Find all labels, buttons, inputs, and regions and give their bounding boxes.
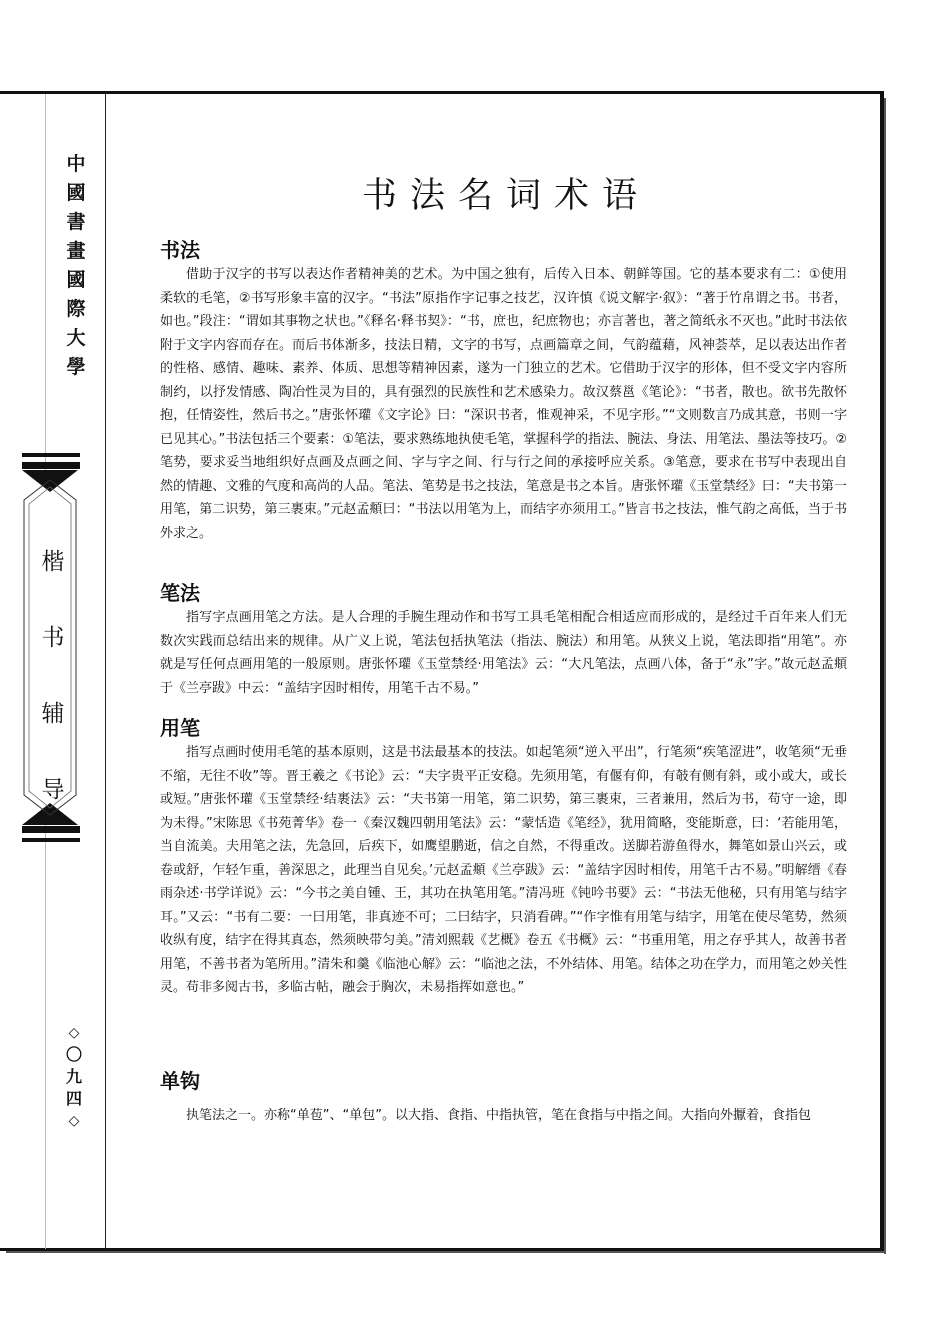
frame-shadow xyxy=(6,1251,886,1253)
subject-char: 导 xyxy=(41,777,65,803)
subject-char: 楷 xyxy=(41,549,65,575)
page-number-char: 〇 xyxy=(65,1045,82,1064)
panel-band xyxy=(22,462,80,469)
subject-title xyxy=(38,540,68,844)
school-name xyxy=(63,150,89,382)
diamond-icon: ◇ xyxy=(68,1113,80,1129)
school-char: 書 xyxy=(66,211,86,233)
paragraph: 指写字点画用笔之方法。是人合理的手腕生理动作和书写工具毛笔相配合相适应而形成的，是经过千百年来人们无数次实践而总结出来的规律。从广义上说，笔法包括执笔法（指法、腕法）和用笔。从狭义上说，笔法即指“用笔”。亦就是写任何点画用笔的一般原则。唐张怀瓘《玉堂禁经·用笔法》云：“大凡笔法，点画八体，备于“永”字。”故元赵孟頫于《兰亭跋》中云：“盖结字因时相传，用笔千古不易。” xyxy=(160,610,847,696)
panel-band xyxy=(22,453,80,457)
school-char: 國 xyxy=(66,182,86,204)
school-char: 畫 xyxy=(66,240,86,262)
frame-top-border xyxy=(0,91,884,94)
frame-shadow xyxy=(884,98,886,1254)
section-body xyxy=(160,263,847,545)
section-heading: 单钩 xyxy=(160,1069,200,1093)
section-heading: 用笔 xyxy=(160,716,200,740)
page-number-char: 四 xyxy=(65,1089,82,1108)
sidebar-divider xyxy=(105,94,106,1249)
section-body xyxy=(160,1104,847,1128)
section-heading: 书法 xyxy=(160,238,200,262)
school-char: 學 xyxy=(66,356,86,378)
paragraph: 借助于汉字的书写以表达作者精神美的艺术。为中国之独有，后传入日本、朝鲜等国。它的基本要求有二：①使用柔软的毛笔，②书写形象丰富的汉字。“书法”原指作字记事之技艺，汉许慎《说文解字·叙》：“著于竹帛谓之书。书者，如也。”段注：“谓如其事物之状也。”《释名·释书契》：“书，庶也，纪庶物也；亦言著也，著之简纸永不灭也。”此时书法依附于文字内容而存在。而后书体渐多，技法日精，文字的书写，点画篇章之间，气韵蕴藉，风神荟萃，足以表达出作者的性格、感情、趣味、素养、体质、思想等精神因素，遂为一门独立的艺术。它借助于汉字的形体，但不受文字内容所制约，以抒发情感、陶冶性灵为目的，具有强烈的民族性和艺术感染力。故汉蔡邕《笔论》：“书者，散也。欲书先散怀抱，任情姿性，然后书之。”唐张怀瓘《文字论》曰：“深识书者，惟观神采，不见字形。”“文则数言乃成其意，书则一字已见其心。”书法包括三个要素：①笔法，要求熟练地执使毛笔，掌握科学的指法、腕法、身法、用笔法、墨法等技巧。②笔势，要求妥当地组织好点画及点画之间、字与字之间、行与行之间的承接呼应关系。③笔意，要求在书写中表现出自然的情趣、文雅的气度和高尚的人品。笔法、笔势是书之技法，笔意是书之本旨。唐张怀瓘《玉堂禁经》曰：“夫书第一用笔，第二识势，第三裹束。”元赵孟頫曰：“书法以用笔为上，而结字亦须用工。”皆言书之技法，惟气韵之高低，当于书外求之。 xyxy=(160,267,847,541)
paragraph: 指写点画时使用毛笔的基本原则，这是书法最基本的技法。如起笔须“逆入平出”，行笔须“疾笔涩进”，收笔须“无垂不缩，无往不收”等。晋王羲之《书论》云：“夫字贵平正安稳。先须用笔，有偃有仰，有攲有侧有斜，或小或大，或长或短。”唐张怀瓘《玉堂禁经·结裹法》云：“夫书第一用笔，第二识势，第三裹束，三者兼用，然后为书，苟守一途，即为未得。”宋陈思《书苑菁华》卷一《秦汉魏四朝用笔法》云：“蒙恬造《笔经》，犹用简略，变能斯意，曰：‘若能用笔，当自流美。夫用笔之法，先急回，后疾下，如鹰望鹏逝，信之自然，不得重改。送脚若游鱼得水，舞笔如景山兴云，或卷或舒，乍轻乍重，善深思之，此理当自见矣。’元赵孟頫《兰亭跋》云：“盖结字因时相传，用笔千古不易。”明解缙《春雨杂述·书学详说》云：“今书之美自锺、王，其功在执笔用笔。”清冯班《钝吟书要》云：“书法无他秘，只有用笔与结字耳。”又云：“书有二要：一曰用笔，非真迹不可；二曰结字，只消看碑。”“作字惟有用笔与结字，用笔在使尽笔势，然须收纵有度，结字在得其真态，然须映带匀美。”清刘熙载《艺概》卷五《书概》云：“书重用笔，用之存乎其人，故善书者用笔，不善书者为笔所用。”清朱和羹《临池心解》云：“临池之法，不外结体、用笔。结体之功在学力，而用笔之妙关性灵。苟非多阅古书，多临古帖，融会于胸次，未易指挥如意也。” xyxy=(160,745,847,995)
school-char: 大 xyxy=(66,327,86,349)
page-number xyxy=(62,1022,86,1132)
school-char: 國 xyxy=(66,269,86,291)
page-number-char: 九 xyxy=(65,1067,82,1086)
subject-char: 辅 xyxy=(41,701,65,727)
school-char: 中 xyxy=(66,153,86,175)
page-title: 书法名词术语 xyxy=(362,176,651,216)
section-body xyxy=(160,606,847,700)
paragraph: 执笔法之一。亦称“单苞”、“单包”。以大指、食指、中指执管，笔在食指与中指之间。大指向外擫着，食指包 xyxy=(186,1108,811,1123)
section-heading: 笔法 xyxy=(160,581,200,605)
section-body xyxy=(160,741,847,1000)
subject-char: 书 xyxy=(41,625,65,651)
school-char: 際 xyxy=(66,298,86,320)
diamond-icon: ◇ xyxy=(68,1025,80,1041)
